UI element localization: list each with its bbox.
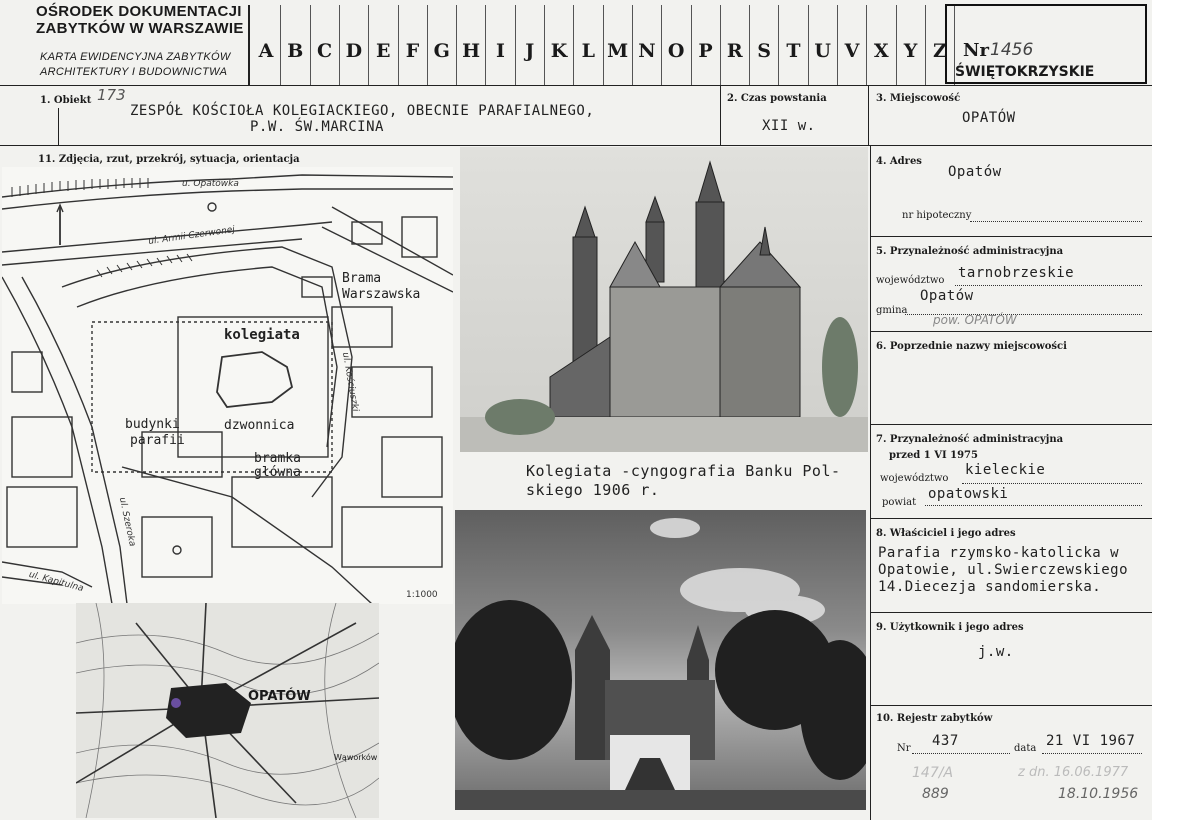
- hipoteczny-label: nr hipoteczny: [902, 210, 972, 221]
- alphabet-letter-s: S: [757, 40, 771, 62]
- rejestr-data-label: data: [1014, 743, 1037, 754]
- map-street-armii: ul. Armii Czerwonej: [147, 224, 236, 248]
- gmina-value: Opatów: [920, 288, 974, 304]
- obiekt-label: 1. Obiekt: [40, 95, 92, 106]
- adres-label: 4. Adres: [876, 156, 922, 167]
- alphabet-letter-a: A: [258, 40, 274, 62]
- map-label-bramka-1: bramka: [254, 451, 301, 466]
- czas-label: 2. Czas powstania: [727, 93, 827, 104]
- powiat-note: pow. OPATÓW: [933, 313, 1017, 327]
- map-scale: 1:1000: [406, 590, 438, 600]
- topographic-map: [76, 603, 379, 818]
- adres-value: Opatów: [948, 164, 1002, 180]
- rejestr-hand-date-2: 18.10.1956: [1058, 786, 1139, 802]
- map-label-bramka-2: główna: [254, 465, 301, 480]
- rejestr-hand-number-2: 889: [922, 786, 949, 802]
- institution-name-line2: ZABYTKÓW W WARSZAWIE: [36, 20, 244, 37]
- engraving-caption-line1: Kolegiata -cyngografia Banku Pol-: [526, 462, 841, 480]
- alphabet-letter-r: R: [726, 40, 743, 62]
- wojewodztwo-1975-value: kieleckie: [965, 462, 1046, 478]
- map-label-brama-1: Brama: [342, 271, 382, 286]
- site-plan: [2, 167, 453, 604]
- map-label-dzwonnica: dzwonnica: [224, 418, 295, 433]
- map-label-brama-2: Warszawska: [342, 287, 421, 302]
- alphabet-letter-c: C: [317, 40, 333, 62]
- map-street-opatowka: u. Opatówka: [182, 179, 239, 189]
- alphabet-letter-z: Z: [932, 40, 947, 62]
- card-type-line1: KARTA EWIDENCYJNA ZABYTKÓW: [40, 51, 231, 63]
- alphabet-letter-o: O: [667, 40, 685, 62]
- miejscowosc-label: 3. Miejscowość: [876, 93, 961, 104]
- alphabet-letter-d: D: [345, 40, 363, 62]
- alphabet-letter-y: Y: [903, 40, 918, 62]
- wojewodztwo-value: tarnobrzeskie: [958, 265, 1075, 281]
- wlasciciel-label: 8. Właściciel i jego adres: [876, 528, 1016, 539]
- zdjecia-label: 11. Zdjęcia, rzut, przekrój, sytuacja, orientacja: [38, 154, 300, 165]
- alphabet-letter-b: B: [287, 40, 304, 62]
- institution-name-line1: OŚRODEK DOKUMENTACJI: [36, 3, 242, 20]
- czas-value: XII w.: [762, 118, 816, 134]
- rejestr-nr-label: Nr: [897, 743, 911, 754]
- wojewodztwo-1975-label: województwo: [880, 473, 949, 484]
- church-photograph: [455, 510, 866, 810]
- map-label-budynki-1: budynki: [125, 417, 180, 432]
- alphabet-letter-m: M: [607, 40, 629, 62]
- nr-value: 1456: [990, 40, 1034, 60]
- topo-town-label: OPATÓW: [248, 689, 311, 704]
- alphabet-letter-k: K: [550, 40, 568, 62]
- wojewodztwo-label: województwo: [876, 275, 945, 286]
- topo-village-label: Wąworków: [334, 753, 378, 762]
- rejestr-label: 10. Rejestr zabytków: [876, 713, 993, 724]
- card-type-line2: ARCHITEKTURY I BUDOWNICTWA: [40, 66, 228, 78]
- alphabet-letter-n: N: [638, 40, 656, 62]
- voivodeship-stamp: ŚWIĘTOKRZYSKIE: [955, 64, 1095, 80]
- powiat-label: powiat: [882, 497, 917, 508]
- miejscowosc-value: OPATÓW: [962, 110, 1016, 126]
- alphabet-letter-h: H: [462, 40, 481, 62]
- powiat-value: opatowski: [928, 486, 1009, 502]
- alphabet-letter-t: T: [786, 40, 801, 62]
- engraving-image: [460, 147, 868, 452]
- wlasciciel-line2: Opatowie, ul.Swierczewskiego: [878, 562, 1129, 578]
- alphabet-letter-j: J: [525, 40, 535, 62]
- alphabet-letter-v: V: [844, 40, 860, 62]
- poprzednie-label: 6. Poprzednie nazwy miejscowości: [876, 341, 1067, 352]
- obiekt-name-line2: P.W. ŚW.MARCINA: [250, 119, 384, 135]
- engraving-caption-line2: skiego 1906 r.: [526, 481, 660, 499]
- przed-1975-label: przed 1 VI 1975: [889, 450, 978, 461]
- rejestr-hand-date-1: z dn. 16.06.1977: [1018, 765, 1129, 780]
- przynaleznosc-label: 5. Przynależność administracyjna: [876, 246, 1064, 257]
- alphabet-letter-l: L: [581, 40, 595, 62]
- obiekt-number: 173: [97, 86, 126, 104]
- alphabet-letter-i: I: [495, 40, 505, 62]
- rejestr-hand-number-1: 147/A: [912, 765, 954, 781]
- alphabet-letter-p: P: [698, 40, 713, 62]
- map-street-kapitulna: ul. Kapitulna: [27, 569, 85, 595]
- rejestr-nr-value: 437: [932, 733, 959, 749]
- alphabet-letter-x: X: [873, 40, 889, 62]
- map-label-budynki-2: parafii: [130, 433, 185, 448]
- przynaleznosc-1975-label: 7. Przynależność administracyjna: [876, 434, 1064, 445]
- alphabet-letter-e: E: [375, 40, 391, 62]
- nr-label: Nr: [963, 40, 989, 61]
- obiekt-name-line1: ZESPÓŁ KOŚCIOŁA KOLEGIACKIEGO, OBECNIE PARAFIALNEGO,: [130, 103, 595, 119]
- map-street-szeroka: ul. Szeroka: [116, 496, 137, 548]
- wlasciciel-line3: 14.Diecezja sandomierska.: [878, 579, 1102, 595]
- map-street-kosciuszki: ul. Kościuszki: [339, 351, 361, 413]
- alphabet-letter-u: U: [814, 40, 831, 62]
- alphabet-letter-g: G: [433, 40, 450, 62]
- gmina-label: gmina: [876, 305, 908, 316]
- uzytkownik-label: 9. Użytkownik i jego adres: [876, 622, 1024, 633]
- map-label-kolegiata: kolegiata: [224, 327, 300, 343]
- rejestr-data-value: 21 VI 1967: [1046, 733, 1136, 749]
- uzytkownik-value: j.w.: [978, 644, 1014, 660]
- alphabet-letter-f: F: [405, 40, 420, 62]
- wlasciciel-line1: Parafia rzymsko-katolicka w: [878, 545, 1120, 561]
